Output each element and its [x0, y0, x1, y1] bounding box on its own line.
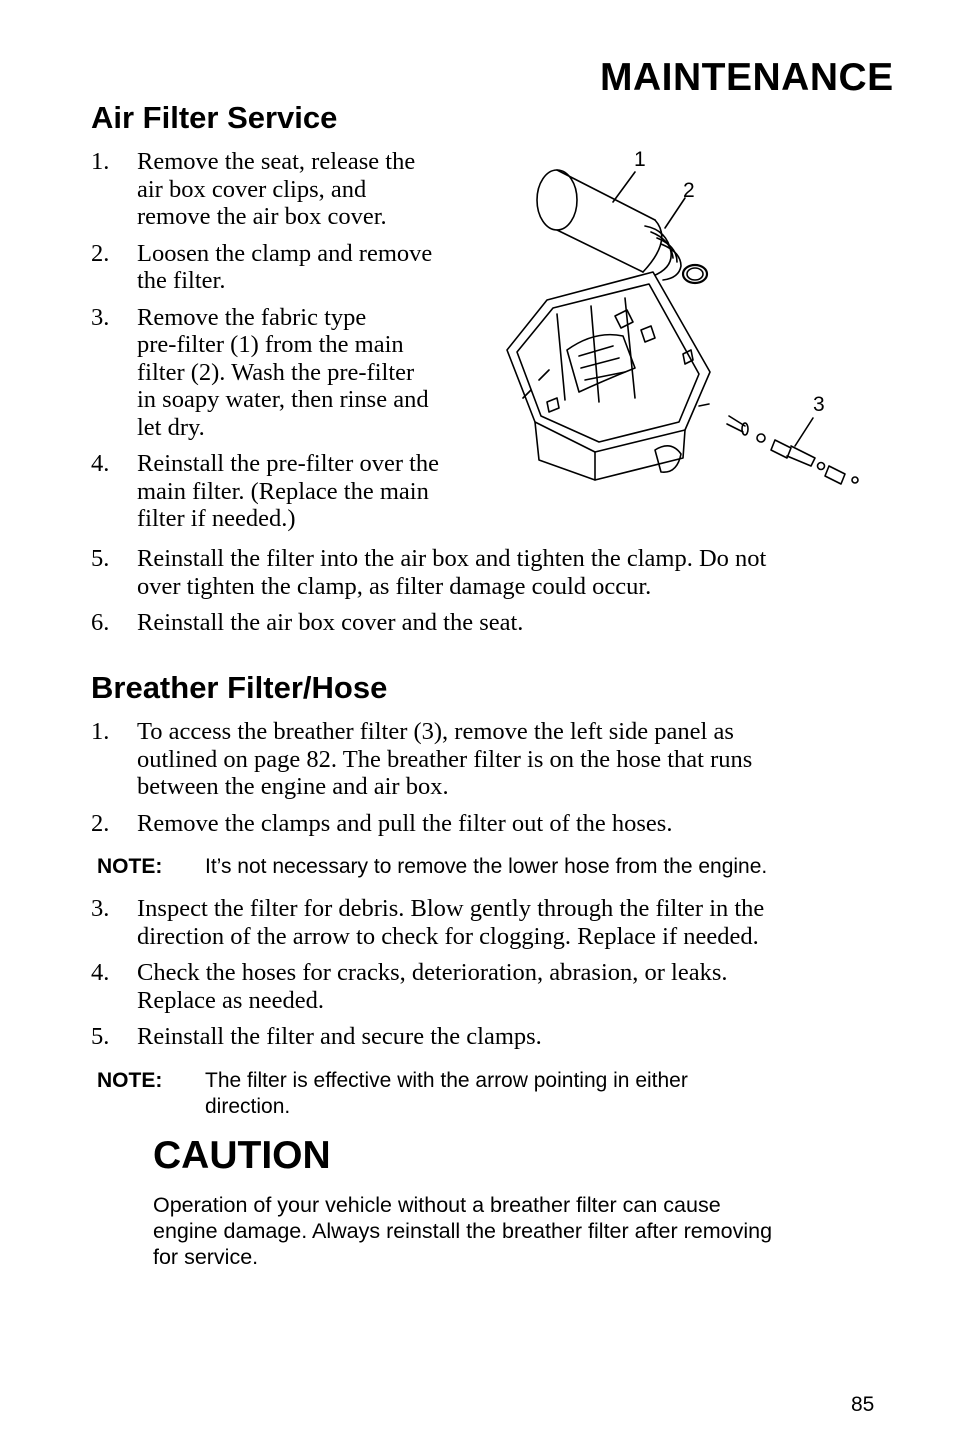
note-text: It’s not necessary to remove the lower hose from the engine.	[205, 855, 768, 878]
air-box-illustration	[495, 140, 875, 505]
air-box-drawing-body	[507, 272, 710, 480]
breather-steps-b	[91, 895, 891, 1051]
breather-step-1: 1. To access the breather filter (3), remove the left side panel as outlined on page 82. The breather filter is on the hose that runs between the engine and air box.	[91, 718, 753, 800]
breather-heading: Breather Filter/Hose	[91, 670, 388, 705]
caution-heading: CAUTION	[153, 1134, 331, 1177]
air-filter-steps	[91, 148, 511, 533]
breather-step-3: 3. Inspect the filter for debris. Blow gently through the filter in the direction of the arrow to check for clogging. Replace if needed.	[91, 895, 765, 950]
air-filter-step-4: 4. Reinstall the pre-filter over the main filter. (Replace the main filter if needed.)	[91, 450, 440, 532]
note-label: NOTE:	[97, 1069, 163, 1092]
pre-filter-drawing	[537, 170, 707, 283]
air-filter-step-2: 2. Loosen the clamp and remove the filter.	[91, 239, 433, 294]
air-filter-step-3: 3. Remove the fabric type pre-filter (1) from the main filter (2). Wash the pre-filter in soapy water, then rinse and let dry.	[91, 303, 429, 441]
note-arrow-direction	[97, 1068, 897, 1120]
air-filter-heading: Air Filter Service	[91, 100, 338, 135]
breather-filter-drawing	[727, 416, 858, 484]
callout-3: 3	[813, 393, 825, 416]
caution-text: Operation of your vehicle without a breather filter can cause engine damage. Always reinstall the breather filter after removing for service.	[153, 1193, 773, 1269]
breather-steps-a	[91, 718, 891, 837]
breather-step-2: 2. Remove the clamps and pull the filter out of the hoses.	[91, 809, 673, 837]
note-lower-hose	[97, 854, 897, 880]
note-label: NOTE:	[97, 855, 163, 878]
page-number: 85	[851, 1393, 875, 1416]
air-filter-step-1: 1. Remove the seat, release the air box cover clips, and remove the air box cover.	[91, 148, 416, 230]
callout-2: 2	[683, 179, 695, 202]
callout-1: 1	[634, 148, 646, 171]
air-filter-steps-continued	[91, 545, 891, 637]
air-filter-step-5: 5. Reinstall the filter into the air box and tighten the clamp. Do not over tighten the clamp, as filter damage could occur.	[91, 545, 767, 600]
air-filter-step-6: 6. Reinstall the air box cover and the seat.	[91, 609, 524, 636]
note-text: The filter is effective with the arrow pointing in either direction.	[205, 1069, 688, 1118]
section-title: MAINTENANCE	[600, 56, 894, 99]
breather-step-5: 5. Reinstall the filter and secure the clamps.	[91, 1023, 542, 1050]
breather-step-4: 4. Check the hoses for cracks, deterioration, abrasion, or leaks. Replace as needed.	[91, 959, 728, 1014]
